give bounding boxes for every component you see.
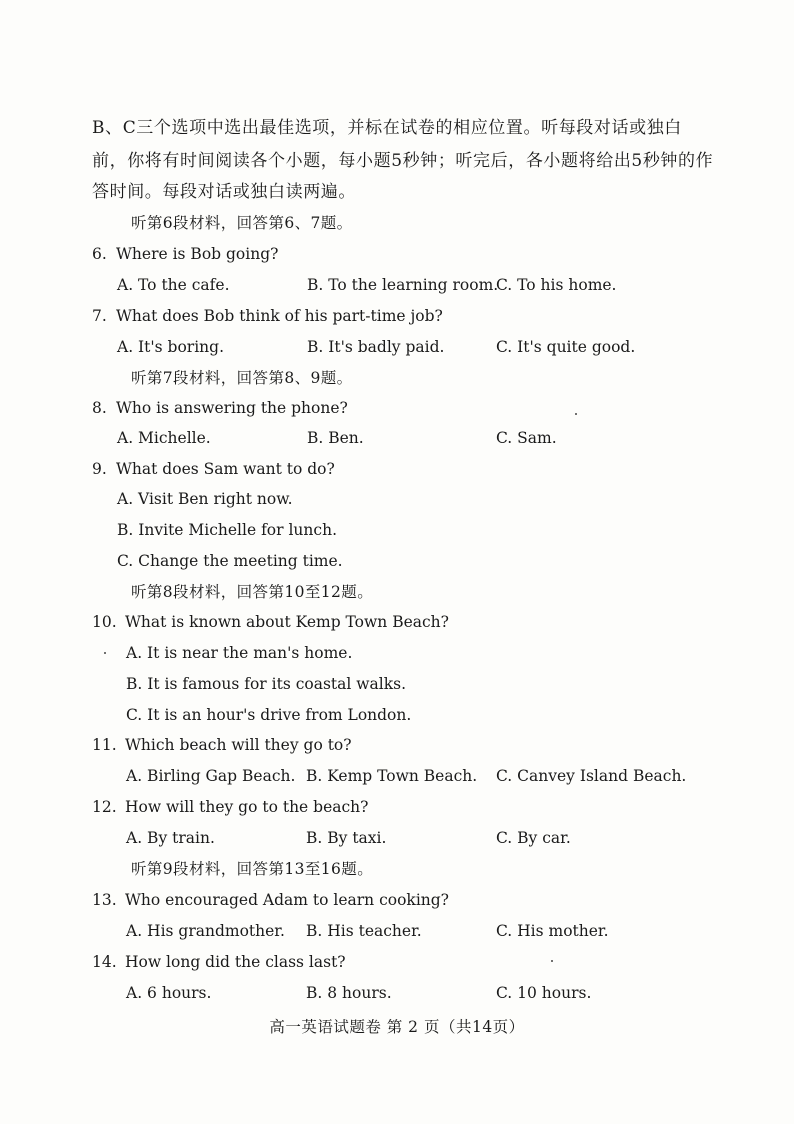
option-b: B. 8 hours. (306, 984, 392, 1002)
option-c: C. By car. (496, 829, 571, 847)
question-number: 13. (92, 891, 117, 909)
option-c: C. Canvey Island Beach. (496, 767, 687, 785)
option-a: A. Birling Gap Beach. (126, 767, 296, 785)
option-b: B. It is famous for its coastal walks. (126, 675, 407, 693)
scan-speck (575, 413, 577, 415)
question-text: How will they go to the beach? (125, 798, 369, 816)
option-a: A. To the cafe. (117, 276, 230, 294)
question-text: Where is Bob going? (116, 245, 279, 263)
question-11 (92, 735, 352, 755)
question-text: Which beach will they go to? (125, 736, 352, 754)
question-text: What is known about Kemp Town Beach? (125, 613, 449, 631)
option-b: B. It's badly paid. (307, 338, 445, 356)
option-a: A. His grandmother. (126, 922, 285, 940)
question-6 (92, 244, 278, 264)
question-text: How long did the class last? (125, 953, 346, 971)
option-a: A. Michelle. (117, 429, 211, 447)
option-a: A. 6 hours. (126, 984, 212, 1002)
question-number: 12. (92, 798, 117, 816)
question-text: What does Bob think of his part-time job? (116, 307, 443, 325)
option-b: B. Ben. (307, 429, 364, 447)
option-a: A. It's boring. (117, 338, 224, 356)
question-14 (92, 952, 346, 972)
question-12 (92, 797, 368, 817)
question-9 (92, 459, 335, 479)
question-8 (92, 398, 348, 418)
page-footer: 高一英语试题卷 第 2 页（共14页） (269, 1018, 525, 1036)
question-10 (92, 612, 449, 632)
option-b: B. Kemp Town Beach. (306, 767, 478, 785)
instruction-line-2: 前，你将有时间阅读各个小题，每小题5秒钟；听完后，各小题将给出5秒钟的作 (92, 151, 714, 171)
question-number: 7. (92, 307, 107, 325)
question-text: Who encouraged Adam to learn cooking? (125, 891, 449, 909)
section-heading-6: 听第6段材料，回答第6、7题。 (131, 214, 353, 232)
question-text: Who is answering the phone? (116, 399, 348, 417)
scan-speck (104, 652, 106, 654)
option-a: A. Visit Ben right now. (117, 490, 293, 508)
option-b: B. Invite Michelle for lunch. (117, 521, 337, 539)
section-heading-8: 听第8段材料，回答第10至12题。 (131, 583, 374, 601)
question-number: 6. (92, 245, 107, 263)
question-7 (92, 306, 443, 326)
question-13 (92, 890, 449, 910)
option-b: B. By taxi. (306, 829, 387, 847)
option-c: C. Sam. (496, 429, 557, 447)
option-b: B. His teacher. (306, 922, 422, 940)
question-number: 10. (92, 613, 117, 631)
question-number: 8. (92, 399, 107, 417)
scan-speck (551, 960, 553, 962)
option-a: A. By train. (126, 829, 215, 847)
option-b: B. To the learning room. (307, 276, 499, 294)
option-c: C. To his home. (496, 276, 617, 294)
instruction-line-3: 答时间。每段对话或独白读两遍。 (92, 182, 356, 202)
option-c: C. His mother. (496, 922, 609, 940)
option-c: C. It is an hour's drive from London. (126, 706, 412, 724)
question-number: 11. (92, 736, 117, 754)
section-heading-9: 听第9段材料，回答第13至16题。 (131, 860, 374, 878)
question-number: 14. (92, 953, 117, 971)
instruction-line-1: B、C三个选项中选出最佳选项，并标在试卷的相应位置。听每段对话或独白 (92, 118, 682, 138)
option-c: C. It's quite good. (496, 338, 636, 356)
option-a: A. It is near the man's home. (126, 644, 353, 662)
option-c: C. 10 hours. (496, 984, 592, 1002)
section-heading-7: 听第7段材料，回答第8、9题。 (131, 369, 353, 387)
question-number: 9. (92, 460, 107, 478)
question-text: What does Sam want to do? (116, 460, 335, 478)
option-c: C. Change the meeting time. (117, 552, 343, 570)
